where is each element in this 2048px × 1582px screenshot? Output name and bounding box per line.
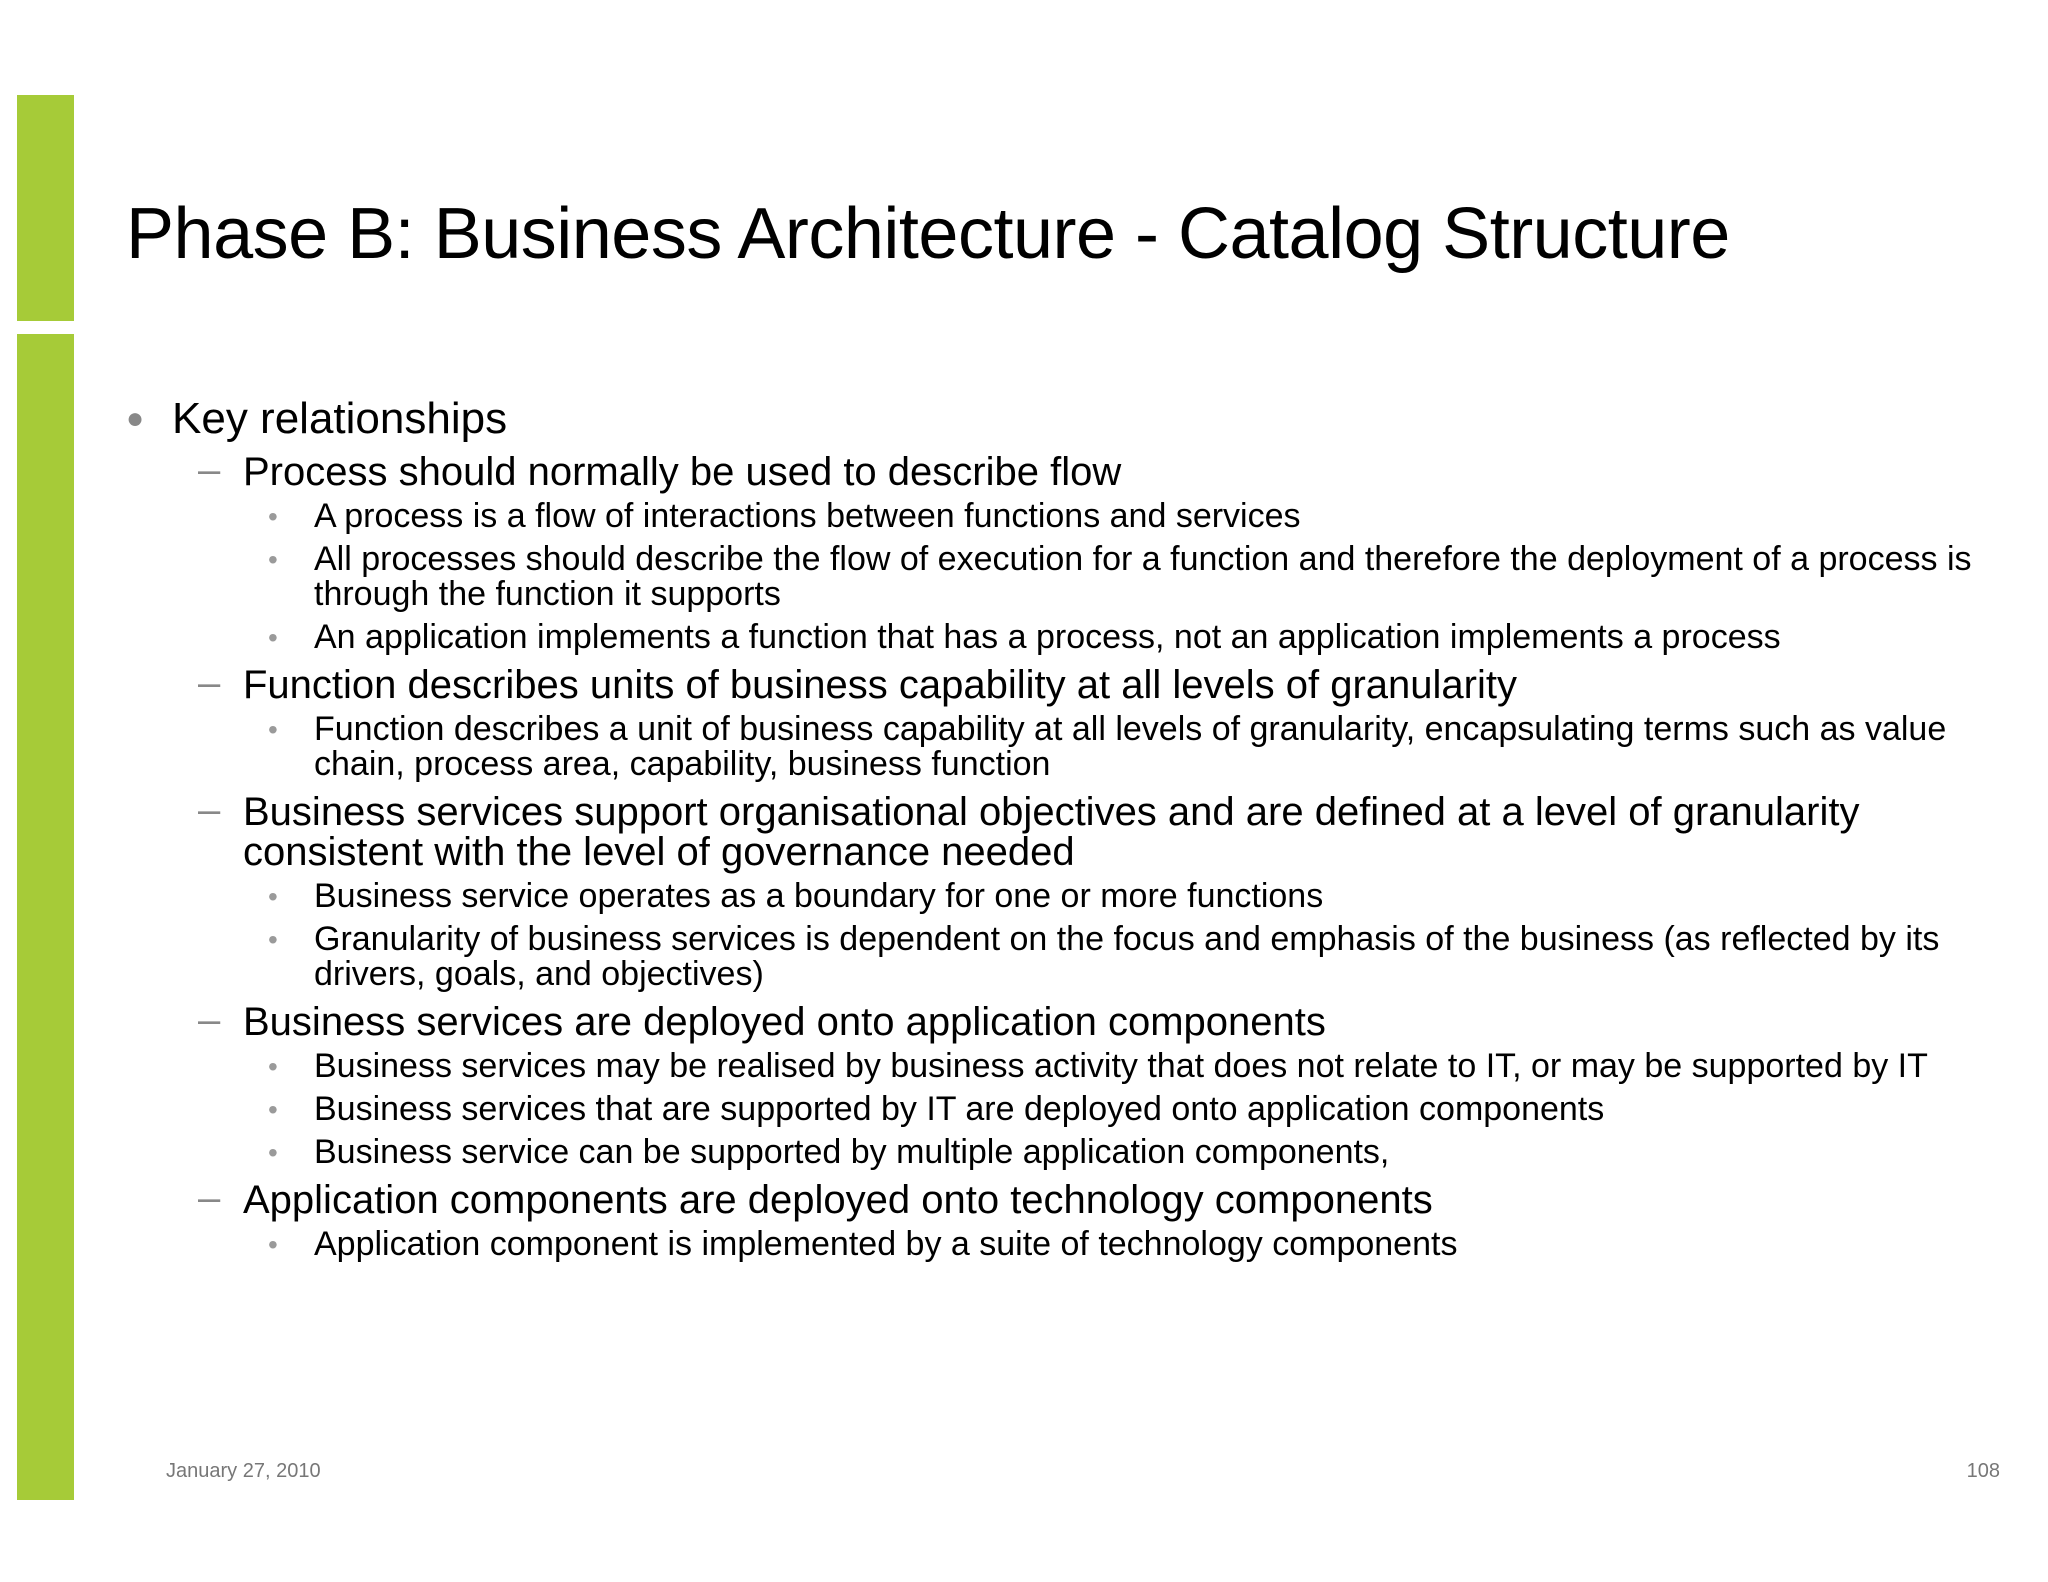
list-item-text: Business services that are supported by IT are deployed onto application components [314,1090,1605,1128]
list-item-text: A process is a flow of interactions between functions and services [314,497,1301,535]
list-item [126,1135,2006,1170]
sub-bullet-text: Process should normally be used to describe flow [243,450,1122,494]
bullet-key-relationships [126,390,2006,448]
list-item [126,1092,2006,1127]
dash-icon: – [198,448,221,492]
sub-bullet-text: Business services support organisational objectives and are defined at a level of granularity consistent with the level of governance needed [243,790,1860,874]
slide-title: Phase B: Business Architecture - Catalog Structure [126,194,1730,274]
bullet-dot-icon: • [268,1137,278,1168]
list-item [126,1049,2006,1084]
list-item-text: Business service can be supported by multiple application components, [314,1133,1390,1171]
bullet-dot-icon: • [268,1094,278,1125]
list-item [126,1227,2006,1262]
sub-bullet-process [126,448,2006,494]
sub-bullet-function [126,661,2006,707]
list-item-text: Business service operates as a boundary for one or more functions [314,877,1324,915]
list-item [126,620,2006,655]
list-item-text: All processes should describe the flow of execution for a function and therefore the deployment of a process is through the function it supports [314,540,1972,613]
footer-date: January 27, 2010 [166,1460,321,1482]
bullet-dot-icon: • [268,714,278,745]
list-item-text: Function describes a unit of business capability at all levels of granularity, encapsulating terms such as value chain, process area, capability, business function [314,710,1947,783]
bullet-dot-icon: • [268,622,278,653]
dash-icon: – [198,998,221,1042]
bullet-text: Key relationships [172,394,508,443]
bullet-dot-icon: • [268,881,278,912]
sub-bullet-text: Function describes units of business capability at all levels of granularity [243,663,1517,707]
list-item [126,712,2006,782]
list-item [126,879,2006,914]
list-item-text: An application implements a function that has a process, not an application implements a process [314,618,1781,656]
bullet-dot-icon: • [268,1051,278,1082]
list-item [126,499,2006,534]
sub-bullet-text: Business services are deployed onto application components [243,1000,1326,1044]
bullet-dot-icon: • [268,1229,278,1260]
accent-bar-bottom [17,334,74,1500]
bullet-dot-icon: ● [126,402,145,435]
bullet-dot-icon: • [268,924,278,955]
page-number: 108 [1966,1460,2000,1482]
sub-bullet-application-components [126,1176,2006,1222]
sub-bullet-business-services-objectives [126,788,2006,874]
list-item-text: Granularity of business services is dependent on the focus and emphasis of the business (as reflected by its drivers, goals, and objectives) [314,920,1940,993]
sub-bullet-business-services-deployed [126,998,2006,1044]
sub-bullet-text: Application components are deployed onto technology components [243,1178,1433,1222]
list-item [126,542,2006,612]
list-item [126,922,2006,992]
dash-icon: – [198,661,221,705]
list-item-text: Business services may be realised by business activity that does not relate to IT, or may be supported by IT [314,1047,1928,1085]
slide-content [126,390,2006,1262]
dash-icon: – [198,1176,221,1220]
bullet-dot-icon: • [268,501,278,532]
bullet-dot-icon: • [268,544,278,575]
list-item-text: Application component is implemented by a suite of technology components [314,1225,1458,1263]
dash-icon: – [198,788,221,832]
accent-bar-top [17,95,74,321]
